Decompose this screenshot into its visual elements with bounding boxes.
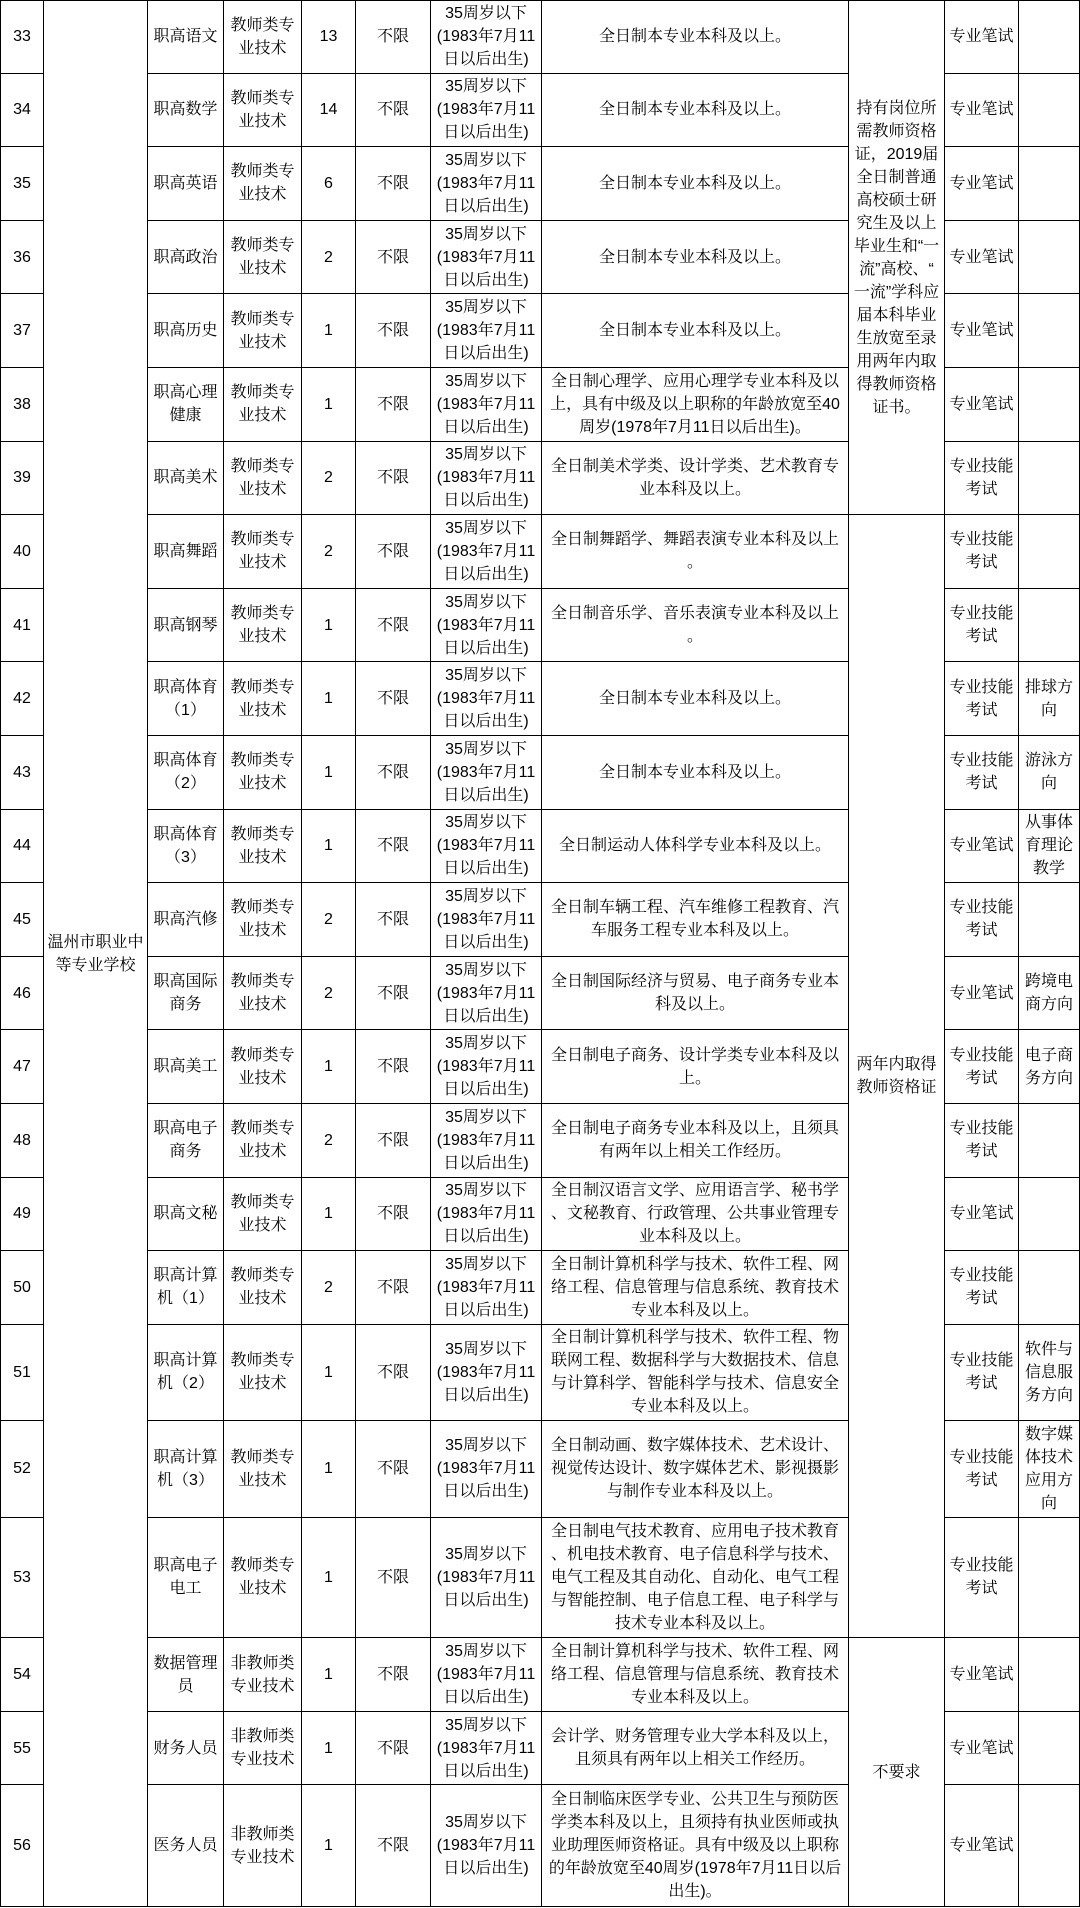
row-50-position-number: 50 <box>0 1251 44 1325</box>
row-39-position-name: 职高美术 <box>148 442 224 516</box>
row-40-position-name: 职高舞蹈 <box>148 515 224 589</box>
row-56-headcount: 1 <box>302 1785 356 1907</box>
row-34-remark <box>1019 74 1080 148</box>
row-51-exam-method: 专业技能考试 <box>945 1325 1019 1421</box>
row-54-restriction: 不限 <box>356 1638 431 1712</box>
row-56-exam-method: 专业笔试 <box>945 1785 1019 1907</box>
row-36-headcount: 2 <box>302 221 356 295</box>
row-48-headcount: 2 <box>302 1104 356 1178</box>
row-55-position-category: 非教师类专业技术 <box>224 1712 302 1785</box>
row-48-position-name: 职高电子商务 <box>148 1104 224 1178</box>
qualification-requirement-1: 持有岗位所需教师资格证，2019届全日制普通高校硕士研究生及以上毕业生和“一流”高校、“一流”学科应届本科毕业生放宽至录用两年内取得教师资格证书。 <box>849 0 945 515</box>
row-38-position-name: 职高心理健康 <box>148 368 224 442</box>
row-38-headcount: 1 <box>302 368 356 442</box>
row-42-headcount: 1 <box>302 662 356 736</box>
row-56-position-name: 医务人员 <box>148 1785 224 1907</box>
row-38-age-requirement: 35周岁以下(1983年7月11日以后出生) <box>431 368 542 442</box>
row-53-education-requirement: 全日制电气技术教育、应用电子技术教育、机电技术教育、电子信息科学与技术、电气工程及其自动化、自动化、电气工程与智能控制、电子信息工程、电子科学与技术专业本科及以上。 <box>542 1518 849 1639</box>
row-52-headcount: 1 <box>302 1421 356 1518</box>
row-48-remark <box>1019 1104 1080 1178</box>
row-55-remark <box>1019 1712 1080 1785</box>
row-48-restriction: 不限 <box>356 1104 431 1178</box>
row-44-position-number: 44 <box>0 810 44 884</box>
row-40-exam-method: 专业技能考试 <box>945 515 1019 589</box>
row-38-position-category: 教师类专业技术 <box>224 368 302 442</box>
row-40-position-number: 40 <box>0 515 44 589</box>
row-48-exam-method: 专业技能考试 <box>945 1104 1019 1178</box>
row-40-headcount: 2 <box>302 515 356 589</box>
row-46-age-requirement: 35周岁以下(1983年7月11日以后出生) <box>431 957 542 1031</box>
row-41-age-requirement: 35周岁以下(1983年7月11日以后出生) <box>431 589 542 663</box>
row-52-restriction: 不限 <box>356 1421 431 1518</box>
row-33-headcount: 13 <box>302 0 356 74</box>
row-54-remark <box>1019 1638 1080 1712</box>
row-43-position-name: 职高体育（2） <box>148 736 224 810</box>
row-56-restriction: 不限 <box>356 1785 431 1907</box>
row-53-headcount: 1 <box>302 1518 356 1639</box>
row-50-exam-method: 专业技能考试 <box>945 1251 1019 1325</box>
row-39-remark <box>1019 442 1080 516</box>
row-46-education-requirement: 全日制国际经济与贸易、电子商务专业本科及以上。 <box>542 957 849 1031</box>
row-35-remark <box>1019 147 1080 221</box>
row-42-restriction: 不限 <box>356 662 431 736</box>
row-50-education-requirement: 全日制计算机科学与技术、软件工程、网络工程、信息管理与信息系统、教育技术专业本科及以上。 <box>542 1251 849 1325</box>
row-47-restriction: 不限 <box>356 1030 431 1104</box>
row-39-restriction: 不限 <box>356 442 431 516</box>
row-49-headcount: 1 <box>302 1178 356 1252</box>
row-51-headcount: 1 <box>302 1325 356 1421</box>
row-36-remark <box>1019 221 1080 295</box>
row-43-restriction: 不限 <box>356 736 431 810</box>
row-40-restriction: 不限 <box>356 515 431 589</box>
row-47-exam-method: 专业技能考试 <box>945 1030 1019 1104</box>
row-34-position-number: 34 <box>0 74 44 148</box>
row-55-education-requirement: 会计学、财务管理专业大学本科及以上，且须具有两年以上相关工作经历。 <box>542 1712 849 1785</box>
row-48-position-number: 48 <box>0 1104 44 1178</box>
row-35-age-requirement: 35周岁以下(1983年7月11日以后出生) <box>431 147 542 221</box>
row-36-age-requirement: 35周岁以下(1983年7月11日以后出生) <box>431 221 542 295</box>
row-54-age-requirement: 35周岁以下(1983年7月11日以后出生) <box>431 1638 542 1712</box>
row-51-education-requirement: 全日制计算机科学与技术、软件工程、物联网工程、数据科学与大数据技术、信息与计算科学、智能科学与技术、信息安全专业本科及以上。 <box>542 1325 849 1421</box>
row-34-headcount: 14 <box>302 74 356 148</box>
row-53-remark <box>1019 1518 1080 1639</box>
row-40-age-requirement: 35周岁以下(1983年7月11日以后出生) <box>431 515 542 589</box>
row-51-remark: 软件与信息服务方向 <box>1019 1325 1080 1421</box>
row-56-age-requirement: 35周岁以下(1983年7月11日以后出生) <box>431 1785 542 1907</box>
row-56-remark <box>1019 1785 1080 1907</box>
row-46-position-category: 教师类专业技术 <box>224 957 302 1031</box>
row-41-headcount: 1 <box>302 589 356 663</box>
row-50-headcount: 2 <box>302 1251 356 1325</box>
row-45-age-requirement: 35周岁以下(1983年7月11日以后出生) <box>431 883 542 957</box>
row-45-position-category: 教师类专业技术 <box>224 883 302 957</box>
row-45-position-number: 45 <box>0 883 44 957</box>
row-54-education-requirement: 全日制计算机科学与技术、软件工程、网络工程、信息管理与信息系统、教育技术专业本科及以上。 <box>542 1638 849 1712</box>
row-52-remark: 数字媒体技术应用方向 <box>1019 1421 1080 1518</box>
row-53-exam-method: 专业技能考试 <box>945 1518 1019 1639</box>
row-33-remark <box>1019 0 1080 74</box>
row-33-position-category: 教师类专业技术 <box>224 0 302 74</box>
row-55-position-number: 55 <box>0 1712 44 1785</box>
row-42-position-category: 教师类专业技术 <box>224 662 302 736</box>
row-41-position-name: 职高钢琴 <box>148 589 224 663</box>
row-55-position-name: 财务人员 <box>148 1712 224 1785</box>
row-50-remark <box>1019 1251 1080 1325</box>
row-50-position-name: 职高计算机（1） <box>148 1251 224 1325</box>
row-54-exam-method: 专业笔试 <box>945 1638 1019 1712</box>
row-52-position-number: 52 <box>0 1421 44 1518</box>
row-44-remark: 从事体育理论教学 <box>1019 810 1080 884</box>
row-44-position-category: 教师类专业技术 <box>224 810 302 884</box>
row-41-restriction: 不限 <box>356 589 431 663</box>
row-38-education-requirement: 全日制心理学、应用心理学专业本科及以上，具有中级及以上职称的年龄放宽至40周岁(1978年7月11日以后出生)。 <box>542 368 849 442</box>
row-44-restriction: 不限 <box>356 810 431 884</box>
row-44-headcount: 1 <box>302 810 356 884</box>
row-46-position-number: 46 <box>0 957 44 1031</box>
row-52-age-requirement: 35周岁以下(1983年7月11日以后出生) <box>431 1421 542 1518</box>
row-52-education-requirement: 全日制动画、数字媒体技术、艺术设计、视觉传达设计、数字媒体艺术、影视摄影与制作专业本科及以上。 <box>542 1421 849 1518</box>
row-35-headcount: 6 <box>302 147 356 221</box>
row-52-position-category: 教师类专业技术 <box>224 1421 302 1518</box>
row-49-restriction: 不限 <box>356 1178 431 1252</box>
row-40-position-category: 教师类专业技术 <box>224 515 302 589</box>
row-53-age-requirement: 35周岁以下(1983年7月11日以后出生) <box>431 1518 542 1639</box>
row-48-age-requirement: 35周岁以下(1983年7月11日以后出生) <box>431 1104 542 1178</box>
row-45-education-requirement: 全日制车辆工程、汽车维修工程教育、汽车服务工程专业本科及以上。 <box>542 883 849 957</box>
row-50-age-requirement: 35周岁以下(1983年7月11日以后出生) <box>431 1251 542 1325</box>
row-36-restriction: 不限 <box>356 221 431 295</box>
row-43-position-number: 43 <box>0 736 44 810</box>
row-37-headcount: 1 <box>302 294 356 368</box>
row-39-headcount: 2 <box>302 442 356 516</box>
row-41-remark <box>1019 589 1080 663</box>
row-46-exam-method: 专业笔试 <box>945 957 1019 1031</box>
row-37-age-requirement: 35周岁以下(1983年7月11日以后出生) <box>431 294 542 368</box>
row-43-position-category: 教师类专业技术 <box>224 736 302 810</box>
row-33-position-name: 职高语文 <box>148 0 224 74</box>
row-35-restriction: 不限 <box>356 147 431 221</box>
row-37-position-category: 教师类专业技术 <box>224 294 302 368</box>
row-48-education-requirement: 全日制电子商务专业本科及以上，且须具有两年以上相关工作经历。 <box>542 1104 849 1178</box>
row-41-position-number: 41 <box>0 589 44 663</box>
row-51-restriction: 不限 <box>356 1325 431 1421</box>
row-39-position-category: 教师类专业技术 <box>224 442 302 516</box>
row-42-age-requirement: 35周岁以下(1983年7月11日以后出生) <box>431 662 542 736</box>
row-39-age-requirement: 35周岁以下(1983年7月11日以后出生) <box>431 442 542 516</box>
row-45-remark <box>1019 883 1080 957</box>
row-42-exam-method: 专业技能考试 <box>945 662 1019 736</box>
row-33-exam-method: 专业笔试 <box>945 0 1019 74</box>
row-40-remark <box>1019 515 1080 589</box>
row-47-position-category: 教师类专业技术 <box>224 1030 302 1104</box>
row-36-exam-method: 专业笔试 <box>945 221 1019 295</box>
row-33-position-number: 33 <box>0 0 44 74</box>
row-50-restriction: 不限 <box>356 1251 431 1325</box>
row-52-position-name: 职高计算机（3） <box>148 1421 224 1518</box>
row-37-remark <box>1019 294 1080 368</box>
row-35-position-name: 职高英语 <box>148 147 224 221</box>
row-54-position-category: 非教师类专业技术 <box>224 1638 302 1712</box>
row-50-position-category: 教师类专业技术 <box>224 1251 302 1325</box>
row-37-education-requirement: 全日制本专业本科及以上。 <box>542 294 849 368</box>
row-39-education-requirement: 全日制美术学类、设计学类、艺术教育专业本科及以上。 <box>542 442 849 516</box>
row-33-education-requirement: 全日制本专业本科及以上。 <box>542 0 849 74</box>
row-47-position-name: 职高美工 <box>148 1030 224 1104</box>
row-37-exam-method: 专业笔试 <box>945 294 1019 368</box>
row-42-remark: 排球方向 <box>1019 662 1080 736</box>
row-34-position-name: 职高数学 <box>148 74 224 148</box>
row-44-exam-method: 专业笔试 <box>945 810 1019 884</box>
row-48-position-category: 教师类专业技术 <box>224 1104 302 1178</box>
qualification-requirement-3: 不要求 <box>849 1638 945 1907</box>
row-35-education-requirement: 全日制本专业本科及以上。 <box>542 147 849 221</box>
row-43-headcount: 1 <box>302 736 356 810</box>
row-51-position-number: 51 <box>0 1325 44 1421</box>
row-53-position-number: 53 <box>0 1518 44 1639</box>
row-34-education-requirement: 全日制本专业本科及以上。 <box>542 74 849 148</box>
row-42-education-requirement: 全日制本专业本科及以上。 <box>542 662 849 736</box>
row-35-exam-method: 专业笔试 <box>945 147 1019 221</box>
row-36-position-category: 教师类专业技术 <box>224 221 302 295</box>
row-43-education-requirement: 全日制本专业本科及以上。 <box>542 736 849 810</box>
row-49-position-category: 教师类专业技术 <box>224 1178 302 1252</box>
row-47-age-requirement: 35周岁以下(1983年7月11日以后出生) <box>431 1030 542 1104</box>
row-56-position-category: 非教师类专业技术 <box>224 1785 302 1907</box>
row-56-education-requirement: 全日制临床医学专业、公共卫生与预防医学类本科及以上，且须持有执业医师或执业助理医师资格证。具有中级及以上职称的年龄放宽至40周岁(1978年7月11日以后出生)。 <box>542 1785 849 1907</box>
row-34-age-requirement: 35周岁以下(1983年7月11日以后出生) <box>431 74 542 148</box>
row-49-exam-method: 专业笔试 <box>945 1178 1019 1252</box>
row-45-headcount: 2 <box>302 883 356 957</box>
row-36-education-requirement: 全日制本专业本科及以上。 <box>542 221 849 295</box>
row-34-exam-method: 专业笔试 <box>945 74 1019 148</box>
row-53-position-name: 职高电子电工 <box>148 1518 224 1639</box>
row-44-position-name: 职高体育（3） <box>148 810 224 884</box>
row-54-headcount: 1 <box>302 1638 356 1712</box>
row-38-exam-method: 专业笔试 <box>945 368 1019 442</box>
row-35-position-number: 35 <box>0 147 44 221</box>
row-44-age-requirement: 35周岁以下(1983年7月11日以后出生) <box>431 810 542 884</box>
row-55-exam-method: 专业笔试 <box>945 1712 1019 1785</box>
row-39-exam-method: 专业技能考试 <box>945 442 1019 516</box>
row-43-age-requirement: 35周岁以下(1983年7月11日以后出生) <box>431 736 542 810</box>
row-46-remark: 跨境电商方向 <box>1019 957 1080 1031</box>
row-37-position-name: 职高历史 <box>148 294 224 368</box>
row-36-position-name: 职高政治 <box>148 221 224 295</box>
row-36-position-number: 36 <box>0 221 44 295</box>
row-37-position-number: 37 <box>0 294 44 368</box>
row-35-position-category: 教师类专业技术 <box>224 147 302 221</box>
row-45-restriction: 不限 <box>356 883 431 957</box>
row-43-remark: 游泳方向 <box>1019 736 1080 810</box>
row-49-position-name: 职高文秘 <box>148 1178 224 1252</box>
row-38-position-number: 38 <box>0 368 44 442</box>
row-56-position-number: 56 <box>0 1785 44 1907</box>
row-34-restriction: 不限 <box>356 74 431 148</box>
row-41-position-category: 教师类专业技术 <box>224 589 302 663</box>
row-54-position-name: 数据管理员 <box>148 1638 224 1712</box>
row-47-position-number: 47 <box>0 1030 44 1104</box>
row-46-restriction: 不限 <box>356 957 431 1031</box>
row-52-exam-method: 专业技能考试 <box>945 1421 1019 1518</box>
row-51-position-name: 职高计算机（2） <box>148 1325 224 1421</box>
row-55-restriction: 不限 <box>356 1712 431 1785</box>
row-49-remark <box>1019 1178 1080 1252</box>
row-55-age-requirement: 35周岁以下(1983年7月11日以后出生) <box>431 1712 542 1785</box>
row-49-age-requirement: 35周岁以下(1983年7月11日以后出生) <box>431 1178 542 1252</box>
row-49-education-requirement: 全日制汉语言文学、应用语言学、秘书学、文秘教育、行政管理、公共事业管理专业本科及以上。 <box>542 1178 849 1252</box>
row-38-restriction: 不限 <box>356 368 431 442</box>
row-33-age-requirement: 35周岁以下(1983年7月11日以后出生) <box>431 0 542 74</box>
row-51-position-category: 教师类专业技术 <box>224 1325 302 1421</box>
row-49-position-number: 49 <box>0 1178 44 1252</box>
row-45-exam-method: 专业技能考试 <box>945 883 1019 957</box>
row-43-exam-method: 专业技能考试 <box>945 736 1019 810</box>
row-40-education-requirement: 全日制舞蹈学、舞蹈表演专业本科及以上。 <box>542 515 849 589</box>
row-46-position-name: 职高国际商务 <box>148 957 224 1031</box>
row-54-position-number: 54 <box>0 1638 44 1712</box>
row-47-remark: 电子商务方向 <box>1019 1030 1080 1104</box>
row-51-age-requirement: 35周岁以下(1983年7月11日以后出生) <box>431 1325 542 1421</box>
row-42-position-number: 42 <box>0 662 44 736</box>
row-39-position-number: 39 <box>0 442 44 516</box>
row-53-position-category: 教师类专业技术 <box>224 1518 302 1639</box>
qualification-requirement-2: 两年内取得教师资格证 <box>849 515 945 1638</box>
row-33-restriction: 不限 <box>356 0 431 74</box>
row-55-headcount: 1 <box>302 1712 356 1785</box>
row-53-restriction: 不限 <box>356 1518 431 1639</box>
row-47-education-requirement: 全日制电子商务、设计学类专业本科及以上。 <box>542 1030 849 1104</box>
row-41-exam-method: 专业技能考试 <box>945 589 1019 663</box>
row-41-education-requirement: 全日制音乐学、音乐表演专业本科及以上。 <box>542 589 849 663</box>
school-name: 温州市职业中等专业学校 <box>44 0 148 1907</box>
row-38-remark <box>1019 368 1080 442</box>
row-45-position-name: 职高汽修 <box>148 883 224 957</box>
row-44-education-requirement: 全日制运动人体科学专业本科及以上。 <box>542 810 849 884</box>
row-34-position-category: 教师类专业技术 <box>224 74 302 148</box>
row-37-restriction: 不限 <box>356 294 431 368</box>
row-46-headcount: 2 <box>302 957 356 1031</box>
row-47-headcount: 1 <box>302 1030 356 1104</box>
row-42-position-name: 职高体育（1） <box>148 662 224 736</box>
